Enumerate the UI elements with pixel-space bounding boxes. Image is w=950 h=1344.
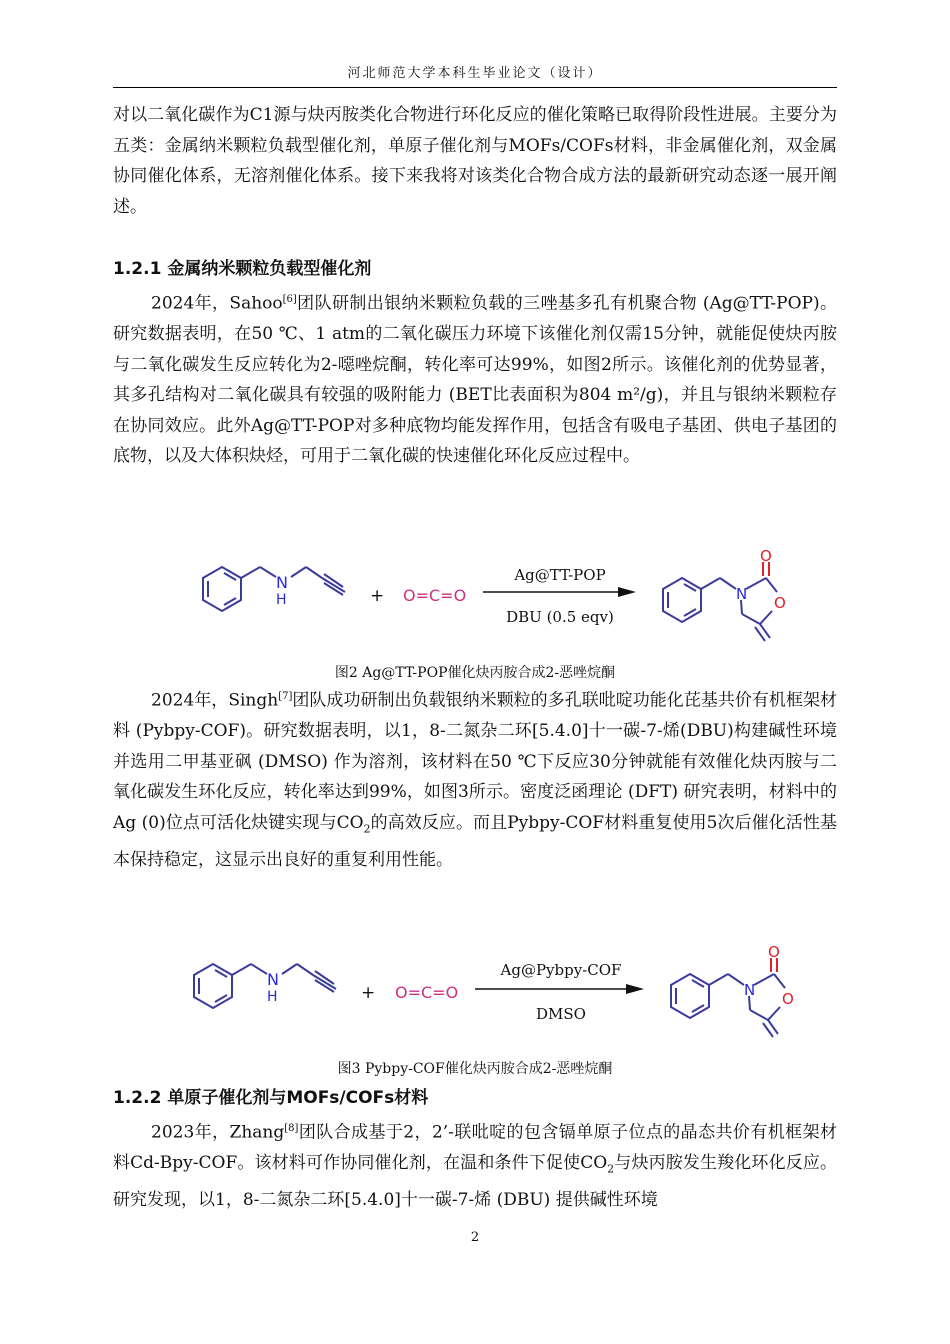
singh-paragraph [113,682,837,875]
sahoo-text-a: 2024年，Sahoo [151,293,283,314]
zhang-paragraph [113,1114,837,1216]
citation-6[interactable]: [6] [282,294,297,305]
conditions-label: DBU (0.5 eqv) [506,608,614,626]
catalyst-label-2: Ag@Pybpy-COF [500,961,622,979]
ring-oxygen-label-2: O [782,990,794,1008]
conditions-label-2: DMSO [536,1005,586,1023]
ring-nitrogen-label-2: N [744,981,756,999]
zhang-text-b: 团队合成基于2，2’-联吡啶的包含镉单原子位点的晶态共价有机框架材料Cd-Bpy-COF。该材料可作协同催化剂，在温和条件下促使CO [113,1122,837,1174]
singh-paragraph-block [113,682,837,875]
reaction-scheme-fig3 [0,942,950,1054]
reaction-arrow-head [618,587,636,597]
co2-subscript: 2 [363,822,371,836]
carbonyl-oxygen-label: O [760,548,772,565]
co2-subscript-2: 2 [607,1162,615,1176]
oxazolidinone-structure-2 [671,958,785,1037]
citation-8[interactable]: [8] [284,1123,299,1134]
ring-nitrogen-label: N [736,585,748,603]
sahoo-text-b: 团队研制出银纳米颗粒负载的三唑基多孔有机聚合物 (Ag@TT-POP)。研究数据表明，在50 ℃、1 atm的二氧化碳压力环境下该催化剂仅需15分钟，就能促使炔丙胺与二氧化碳发生反应转化为2-噁唑烷酮，转化率可达99%，如图2所示。该催化剂的优势显著，其多孔结构对二氧化碳具有较强的吸附能力 (BET比表面积为804 m²/g)，并且与银纳米颗粒存在协同效应。此外Ag@TT-POP对多种底物均能发挥作用，包括含有吸电子基团、供电子基团的底物，以及大体积炔烃，可用于二氧化碳的快速催化环化反应过程中。 [113,293,837,467]
amine-nitrogen-label-2: N [267,970,279,989]
sahoo-paragraph-block [113,285,837,472]
sahoo-paragraph [113,285,837,472]
figure-2-caption: 图2 Ag@TT-POP催化炔丙胺合成2-恶唑烷酮 [334,665,616,681]
co2-formula: O=C=O [403,586,467,605]
reaction-scheme-fig2 [0,548,950,660]
section-heading-1-2-2: 1.2.2 单原子催化剂与MOFs/COFs材料 [113,1088,429,1108]
amine-hydrogen-label-2: H [267,989,278,1005]
singh-text-c: 的高效反应。而且Pybpy-COF材料重复使用5次后催化活性基本保持稳定，这显示出良好的重复利用性能。 [113,812,837,870]
singh-text-b: 团队成功研制出负载银纳米颗粒的多孔联吡啶功能化芘基共价有机框架材料 (Pybpy-COF)。研究数据表明，以1，8-二氮杂二环[5.4.0]十一碳-7-烯(DBU)构建碱性环境并选用二甲基亚砜 (DMSO) 作为溶剂，该材料在50 ℃下反应30分钟就能有效催化炔丙胺与二氧化碳发生环化反应，转化率达到99%，如图3所示。密度泛函理论 (DFT) 研究表明，材料中的Ag (0)位点可活化炔键实现与CO [113,690,837,833]
reaction-arrow-head-2 [626,984,644,994]
singh-text-a: 2024年，Singh [151,690,279,711]
citation-7[interactable]: [7] [278,691,293,702]
benzylpropargylamine-structure-2 [194,964,336,1008]
page-number: 2 [470,1230,480,1245]
co2-formula-2: O=C=O [395,983,459,1002]
carbonyl-oxygen-label-2: O [768,943,780,961]
zhang-text-c: 与炔丙胺发生羧化环化反应。研究发现，以1，8-二氮杂二环[5.4.0]十一碳-7-烯 (DBU) 提供碱性环境 [113,1153,837,1211]
intro-paragraph-block [113,100,837,222]
plus-sign: + [370,586,385,606]
amine-hydrogen-label: H [276,592,287,608]
zhang-paragraph-block [113,1114,837,1216]
figure-3-caption: 图3 Pybpy-COF催化炔丙胺合成2-恶唑烷酮 [337,1061,613,1077]
benzylpropargylamine-structure [203,567,345,611]
zhang-text-a: 2023年，Zhang [151,1122,285,1143]
running-header: 河北师范大学本科生毕业论文（设计） [347,66,603,81]
catalyst-label: Ag@TT-POP [514,566,606,584]
section-heading-1-2-1: 1.2.1 金属纳米颗粒负载型催化剂 [113,259,372,279]
oxazolidinone-structure [663,562,777,641]
intro-paragraph: 对以二氧化碳作为C1源与炔丙胺类化合物进行环化反应的催化策略已取得阶段性进展。主要分为五类：金属纳米颗粒负载型催化剂，单原子催化剂与MOFs/COFs材料，非金属催化剂，双金属协同催化体系，无溶剂催化体系。接下来我将对该类化合物合成方法的最新研究动态逐一展开阐述。 [113,105,837,217]
ring-oxygen-label: O [774,594,786,612]
amine-nitrogen-label: N [276,573,288,592]
header-rule [113,87,837,88]
plus-sign-2: + [361,983,376,1003]
